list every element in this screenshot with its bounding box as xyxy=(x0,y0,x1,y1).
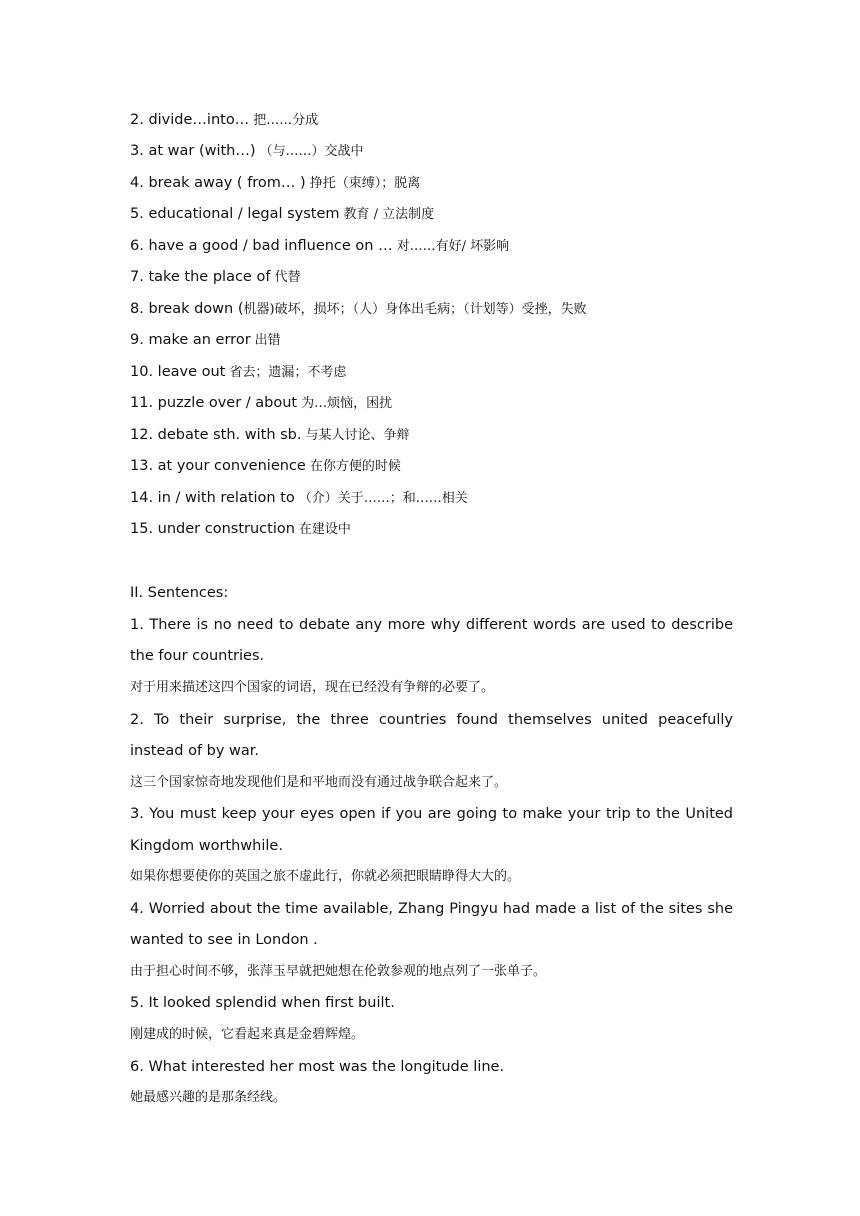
phrase-english: 5. educational / legal system xyxy=(130,206,340,222)
phrase-chinese: （与……）交战中 xyxy=(259,144,364,159)
phrase-chinese: 机器)破坏，损坏；（人）身体出毛病；（计划等）受挫，失败 xyxy=(243,302,587,317)
phrase-english: 8. break down ( xyxy=(130,301,244,317)
sentence-english-line: instead of by war. xyxy=(130,743,260,759)
sentence-chinese: 由于担心时间不够，张萍玉早就把她想在伦敦参观的地点列了一张单子。 xyxy=(130,964,547,979)
phrase-item xyxy=(130,363,733,382)
phrase-chinese: 代替 xyxy=(274,270,301,285)
phrase-english: 3. at war (with…) xyxy=(130,143,256,159)
phrase-english: 2. divide…into… xyxy=(130,112,250,128)
phrase-english: 14. in / with relation to xyxy=(130,490,295,506)
phrase-english: 13. at your convenience xyxy=(130,458,306,474)
phrase-english: 11. puzzle over / about xyxy=(130,395,298,411)
phrase-chinese: 对……有好/ 坏影响 xyxy=(396,239,510,254)
phrase-item xyxy=(130,520,733,539)
phrase-chinese: 与某人讨论、争辩 xyxy=(305,428,410,443)
phrase-item xyxy=(130,426,733,445)
phrase-english: 4. break away ( from… ) xyxy=(130,175,306,191)
phrase-item xyxy=(130,111,733,130)
phrase-chinese: 为…烦恼，困扰 xyxy=(301,396,393,411)
phrase-english: 10. leave out xyxy=(130,364,226,380)
sentence-chinese: 如果你想要使你的英国之旅不虚此行，你就必须把眼睛睁得大大的。 xyxy=(130,869,521,884)
phrase-item xyxy=(130,331,733,350)
phrase-chinese: 在建设中 xyxy=(298,522,351,537)
phrase-item xyxy=(130,268,733,287)
phrase-chinese: （介）关于……；和……相关 xyxy=(298,491,468,506)
sentence-chinese: 这三个国家惊奇地发现他们是和平地而没有通过战争联合起来了。 xyxy=(130,775,508,790)
phrase-item xyxy=(130,394,733,413)
sentence-english-line: the four countries. xyxy=(130,648,265,664)
section-heading: II. Sentences: xyxy=(130,585,229,601)
phrase-english: 7. take the place of xyxy=(130,269,271,285)
phrase-item xyxy=(130,142,733,161)
sentence-english-line: 1. There is no need to debate any more why different words are used to describe xyxy=(130,617,733,633)
phrase-item xyxy=(130,489,733,508)
phrase-english: 12. debate sth. with sb. xyxy=(130,427,302,443)
phrase-item xyxy=(130,300,733,319)
sentence-english-line: wanted to see in London . xyxy=(130,932,318,948)
sentence-english-line: 4. Worried about the time available, Zhang Pingyu had made a list of the sites she xyxy=(130,901,733,917)
sentence-chinese: 她最感兴趣的是那条经线。 xyxy=(130,1090,287,1105)
phrase-chinese: 出错 xyxy=(254,333,281,348)
phrase-item xyxy=(130,237,733,256)
phrase-chinese: 教育 / 立法制度 xyxy=(343,207,435,222)
phrase-chinese: 省去；遗漏；不考虑 xyxy=(229,365,347,380)
phrase-chinese: 把……分成 xyxy=(253,113,319,128)
phrase-item xyxy=(130,457,733,476)
phrase-item xyxy=(130,205,733,224)
sentence-english-line: 2. To their surprise, the three countries found themselves united peacefully xyxy=(130,712,733,728)
phrase-english: 15. under construction xyxy=(130,521,295,537)
phrase-english: 9. make an error xyxy=(130,332,251,348)
sentence-chinese: 对于用来描述这四个国家的词语，现在已经没有争辩的必要了。 xyxy=(130,680,495,695)
phrase-item xyxy=(130,174,733,193)
phrase-chinese: 挣托（束缚）；脱离 xyxy=(309,176,421,191)
sentence-english-line: 6. What interested her most was the longitude line. xyxy=(130,1059,505,1075)
sentence-english-line: 3. You must keep your eyes open if you are going to make your trip to the United xyxy=(130,806,733,822)
phrase-chinese: 在你方便的时候 xyxy=(309,459,401,474)
sentence-english-line: Kingdom worthwhile. xyxy=(130,838,283,854)
sentence-english-line: 5. It looked splendid when first built. xyxy=(130,995,395,1011)
phrase-english: 6. have a good / bad influence on … xyxy=(130,238,393,254)
sentence-chinese: 刚建成的时候，它看起来真是金碧辉煌。 xyxy=(130,1027,365,1042)
